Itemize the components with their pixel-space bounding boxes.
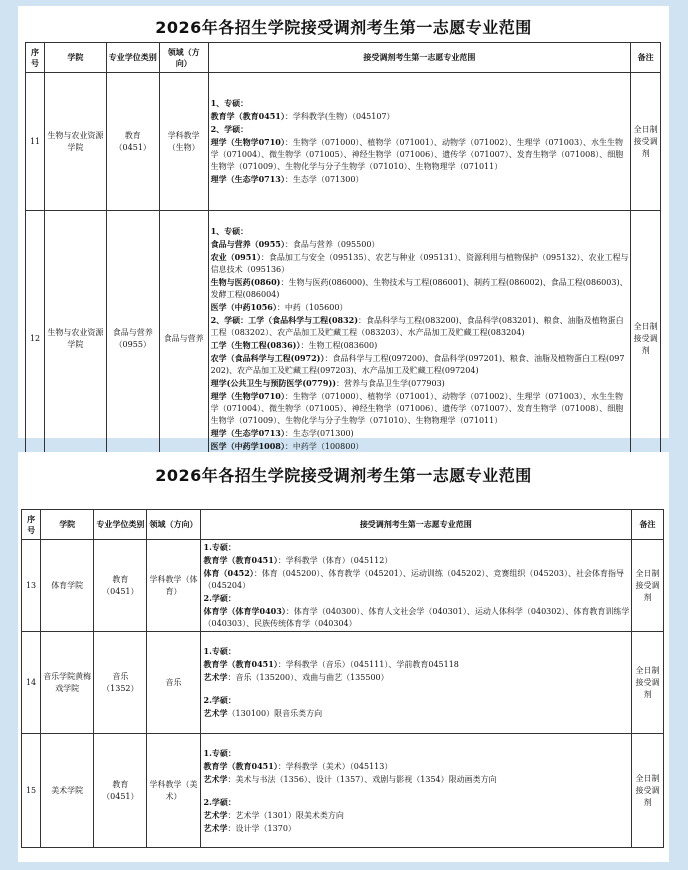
scope-line — [211, 339, 630, 352]
scope-line — [204, 658, 631, 671]
scope-category: 艺术学 — [203, 773, 228, 784]
page-title: 2026年各招生学院接受调剂考生第一志愿专业范围 — [155, 466, 532, 485]
scope-line — [211, 427, 630, 440]
scope-majors: ：美术与书法（1356）、设计（1357）、戏剧与影视（1354）限动画类方向 — [227, 774, 497, 784]
scope-category: 1.专硕： — [203, 747, 236, 758]
scope-line — [204, 554, 631, 567]
row-note: 全日制接受调剂 — [631, 73, 661, 211]
scope-majors: ：中药（105600） — [276, 303, 348, 312]
scope-line — [204, 567, 631, 592]
row-scope — [200, 734, 632, 848]
row-field: 学科教学（体育） — [147, 540, 200, 632]
scope-majors: ：体育学（040300）、体育人文社会学（040301）、运动人体科学（040302）、体育教育训练学（040303）、民族传统体育学（040304） — [203, 607, 630, 628]
scope-line — [211, 123, 630, 136]
scope-line — [204, 671, 631, 684]
scope-majors: ：营养与食品卫生学(077903) — [336, 379, 445, 388]
row-degree: 教育（0451） — [94, 734, 147, 848]
row-degree: 教育（0451） — [106, 73, 159, 211]
row-college: 体育学院 — [41, 540, 94, 632]
scope-category: 艺术学 — [203, 672, 228, 682]
row-college: 生物与农业资源学院 — [45, 211, 107, 468]
scope-category: 理学（生态学0713） — [210, 174, 285, 184]
header-field: 领域（方向） — [159, 43, 208, 73]
row-degree: 食品与营养（0955） — [106, 211, 159, 468]
row-degree: 教育（0451） — [94, 540, 147, 632]
header-note: 备注 — [631, 43, 661, 73]
scope-line — [211, 110, 630, 123]
table-row — [22, 632, 664, 734]
scope-category: 艺术学 — [203, 809, 228, 820]
scope-majors: ：生物与医药(086000)、生物技术与工程(086001)、制药工程(086002)、食品工程(086003)、发酵工程(086004) — [210, 278, 628, 299]
scope-category: 生物与医药(0860) — [210, 277, 281, 287]
row-degree: 音乐（1352） — [94, 632, 147, 734]
scope-line — [211, 251, 630, 276]
scope-category: 理学（生态学0713） — [210, 428, 285, 438]
table-header-row — [22, 510, 664, 540]
scope-majors: ：生态学（071300） — [284, 175, 364, 184]
row-college: 美术学院 — [41, 734, 94, 848]
header-no: 序号 — [22, 510, 41, 540]
scope-category: 2.学硕： — [203, 796, 236, 807]
scope-category: 医学（中药学1008） — [210, 441, 285, 451]
scope-line — [204, 747, 631, 760]
scope-majors: ：设计学（1370） — [227, 823, 296, 833]
header-note: 备注 — [632, 510, 664, 540]
scope-line — [211, 225, 630, 238]
table-row — [22, 540, 664, 632]
row-scope — [208, 73, 631, 211]
scope-category: 教育学（教育0451） — [203, 555, 278, 565]
scope-category: 2、学硕： — [210, 124, 249, 134]
header-college: 学院 — [41, 510, 94, 540]
scope-spacer — [204, 684, 631, 694]
scope-category: 1.专硕： — [203, 542, 236, 552]
scope-category: 艺术学 — [203, 822, 228, 833]
majors-table — [21, 509, 664, 848]
scope-majors: ：学科教学（美术）（045113） — [277, 761, 393, 771]
row-no: 12 — [26, 211, 45, 468]
scope-category: 农学（食品科学与工程(0972)） — [210, 353, 325, 363]
scope-majors: ：生态学(071300) — [284, 429, 354, 438]
scope-line — [204, 694, 631, 707]
scope-line — [211, 173, 630, 186]
scope-majors: ：食品科学与工程(097200)、食品科学(097201)、粮食、油脂及植物蛋白工程(097202)、农产品加工及贮藏工程(097203)、水产品加工及贮藏工程(097204) — [210, 354, 625, 375]
scope-line — [211, 390, 630, 427]
scope-category: 2.学硕： — [203, 593, 236, 603]
table-header-row — [26, 43, 661, 73]
table-row — [26, 211, 661, 468]
scope-line — [204, 707, 631, 720]
scope-majors: ：中药学（100800） — [284, 442, 364, 451]
row-scope — [200, 632, 632, 734]
scope-line — [204, 796, 631, 809]
scope-category: 体育（0452） — [203, 568, 254, 578]
scope-line — [204, 773, 631, 786]
scope-category: 艺术学 — [203, 708, 228, 718]
row-college: 生物与农业资源学院 — [45, 73, 107, 211]
scope-line — [211, 352, 630, 377]
header-college: 学院 — [45, 43, 107, 73]
scope-line — [211, 97, 630, 110]
scope-majors: （130100）限音乐类方向 — [227, 709, 323, 718]
table-row — [22, 734, 664, 848]
scope-category: 1、专硕： — [210, 226, 249, 236]
scope-majors: ：生物学（071000）、植物学（071001）、动物学（071002）、生理学（071003）、水生生物学（071004）、微生物学（071005）、神经生物学（071006）、遗传学（071007）、发育生物学（071008）、细胞生物学（071009）、生物化学与分子生物学（071010）、生物物理学（071011） — [210, 392, 624, 425]
scope-category: 1、专硕： — [210, 98, 249, 108]
row-field: 音乐 — [147, 632, 200, 734]
scope-line — [204, 645, 631, 658]
header-scope: 接受调剂考生第一志愿专业范围 — [200, 510, 632, 540]
scope-majors: ：食品加工与安全（095135）、农艺与种业（095131）、资源利用与植物保护（095132）、农业工程与信息技术（095136） — [210, 253, 629, 274]
row-note: 全日制接受调剂 — [632, 632, 664, 734]
scope-spacer — [204, 786, 631, 796]
scope-category: 教育学（教育0451） — [210, 111, 285, 121]
header-field: 领域（方向） — [147, 510, 200, 540]
header-degree: 专业学位类别 — [106, 43, 159, 73]
scope-category: 食品与营养（0955） — [210, 239, 285, 249]
scope-majors: ：艺术学（1301）限美术类方向 — [227, 810, 344, 820]
row-field: 食品与营养 — [159, 211, 208, 468]
scope-line — [204, 822, 631, 835]
row-no: 15 — [22, 734, 41, 848]
scope-line — [204, 605, 631, 630]
scope-majors: ：生物工程(083600) — [300, 341, 378, 350]
scope-line — [211, 136, 630, 173]
scope-line — [211, 276, 630, 301]
scope-category: 理学(公共卫生与预防医学(0779)) — [210, 378, 337, 388]
scope-category: 工学（生物工程(0836)） — [210, 340, 301, 350]
scope-line — [211, 238, 630, 251]
scope-line — [211, 301, 630, 314]
scope-majors: ：体育（045200）、体育教学（045201）、运动训练（045202）、竞赛组织（045203）、社会体育指导（045204） — [203, 569, 624, 590]
row-no: 14 — [22, 632, 41, 734]
header-degree: 专业学位类别 — [94, 510, 147, 540]
scope-majors: ：学科教学(生物）（045107） — [284, 112, 395, 121]
scope-category: 农业（0951） — [210, 252, 261, 262]
header-no: 序号 — [26, 43, 45, 73]
scope-category: 2.学硕： — [203, 695, 236, 705]
scope-line — [204, 809, 631, 822]
scope-line — [204, 541, 631, 554]
row-college: 音乐学院黄梅戏学院 — [41, 632, 94, 734]
scope-line — [204, 760, 631, 773]
scope-majors: ：食品与营养（095500） — [284, 240, 380, 249]
scope-category: 教育学（教育0451） — [203, 659, 278, 669]
row-scope — [208, 211, 631, 468]
scope-category: 理学（生物学0710） — [210, 137, 285, 147]
scope-category: 1.专硕： — [203, 646, 236, 656]
row-note: 全日制接受调剂 — [632, 734, 664, 848]
scope-category: 体育学（体育学0403） — [203, 606, 286, 616]
scope-category: 2、学硕：工学（食品科学与工程(0832) — [210, 315, 359, 325]
row-no: 11 — [26, 73, 45, 211]
scope-category: 医学（中药1056） — [210, 302, 277, 312]
row-scope — [200, 540, 632, 632]
scope-category: 理学（生物学0710） — [210, 391, 285, 401]
scope-majors: ：学科教学（体育）（045112） — [277, 556, 393, 565]
scope-majors: ：学科教学（音乐）（045111）、学前教育045118 — [277, 660, 459, 669]
row-note: 全日制接受调剂 — [631, 211, 661, 468]
scope-line — [211, 314, 630, 339]
scope-line — [211, 377, 630, 390]
row-field: 学科教学（生物） — [159, 73, 208, 211]
scope-majors: ：食品科学与工程(083200)、食品科学(083201)、粮食、油脂及植物蛋白工程（083202）、农产品加工及贮藏工程（083203）、水产品加工及贮藏工程(083204) — [210, 316, 624, 337]
scope-majors: ：生物学（071000）、植物学（071001）、动物学（071002）、生理学（071003）、水生生物学（071004）、微生物学（071005）、神经生物学（071006）、遗传学（071007）、发育生物学（071008）、细胞生物学（071009）、生物化学与分子生物学（071010）、生物物理学（071011） — [210, 138, 624, 171]
bottom-card — [18, 452, 669, 862]
majors-table — [25, 42, 661, 468]
page-title: 2026年各招生学院接受调剂考生第一志愿专业范围 — [155, 18, 532, 37]
table-row — [26, 73, 661, 211]
scope-majors: ：音乐（135200）、戏曲与曲艺（135500） — [227, 673, 389, 682]
row-no: 13 — [22, 540, 41, 632]
row-field: 学科教学（美术） — [147, 734, 200, 848]
scope-category: 教育学（教育0451） — [203, 760, 278, 771]
header-scope: 接受调剂考生第一志愿专业范围 — [208, 43, 631, 73]
row-note: 全日制接受调剂 — [632, 540, 664, 632]
top-card — [18, 6, 669, 451]
scope-line — [204, 592, 631, 605]
